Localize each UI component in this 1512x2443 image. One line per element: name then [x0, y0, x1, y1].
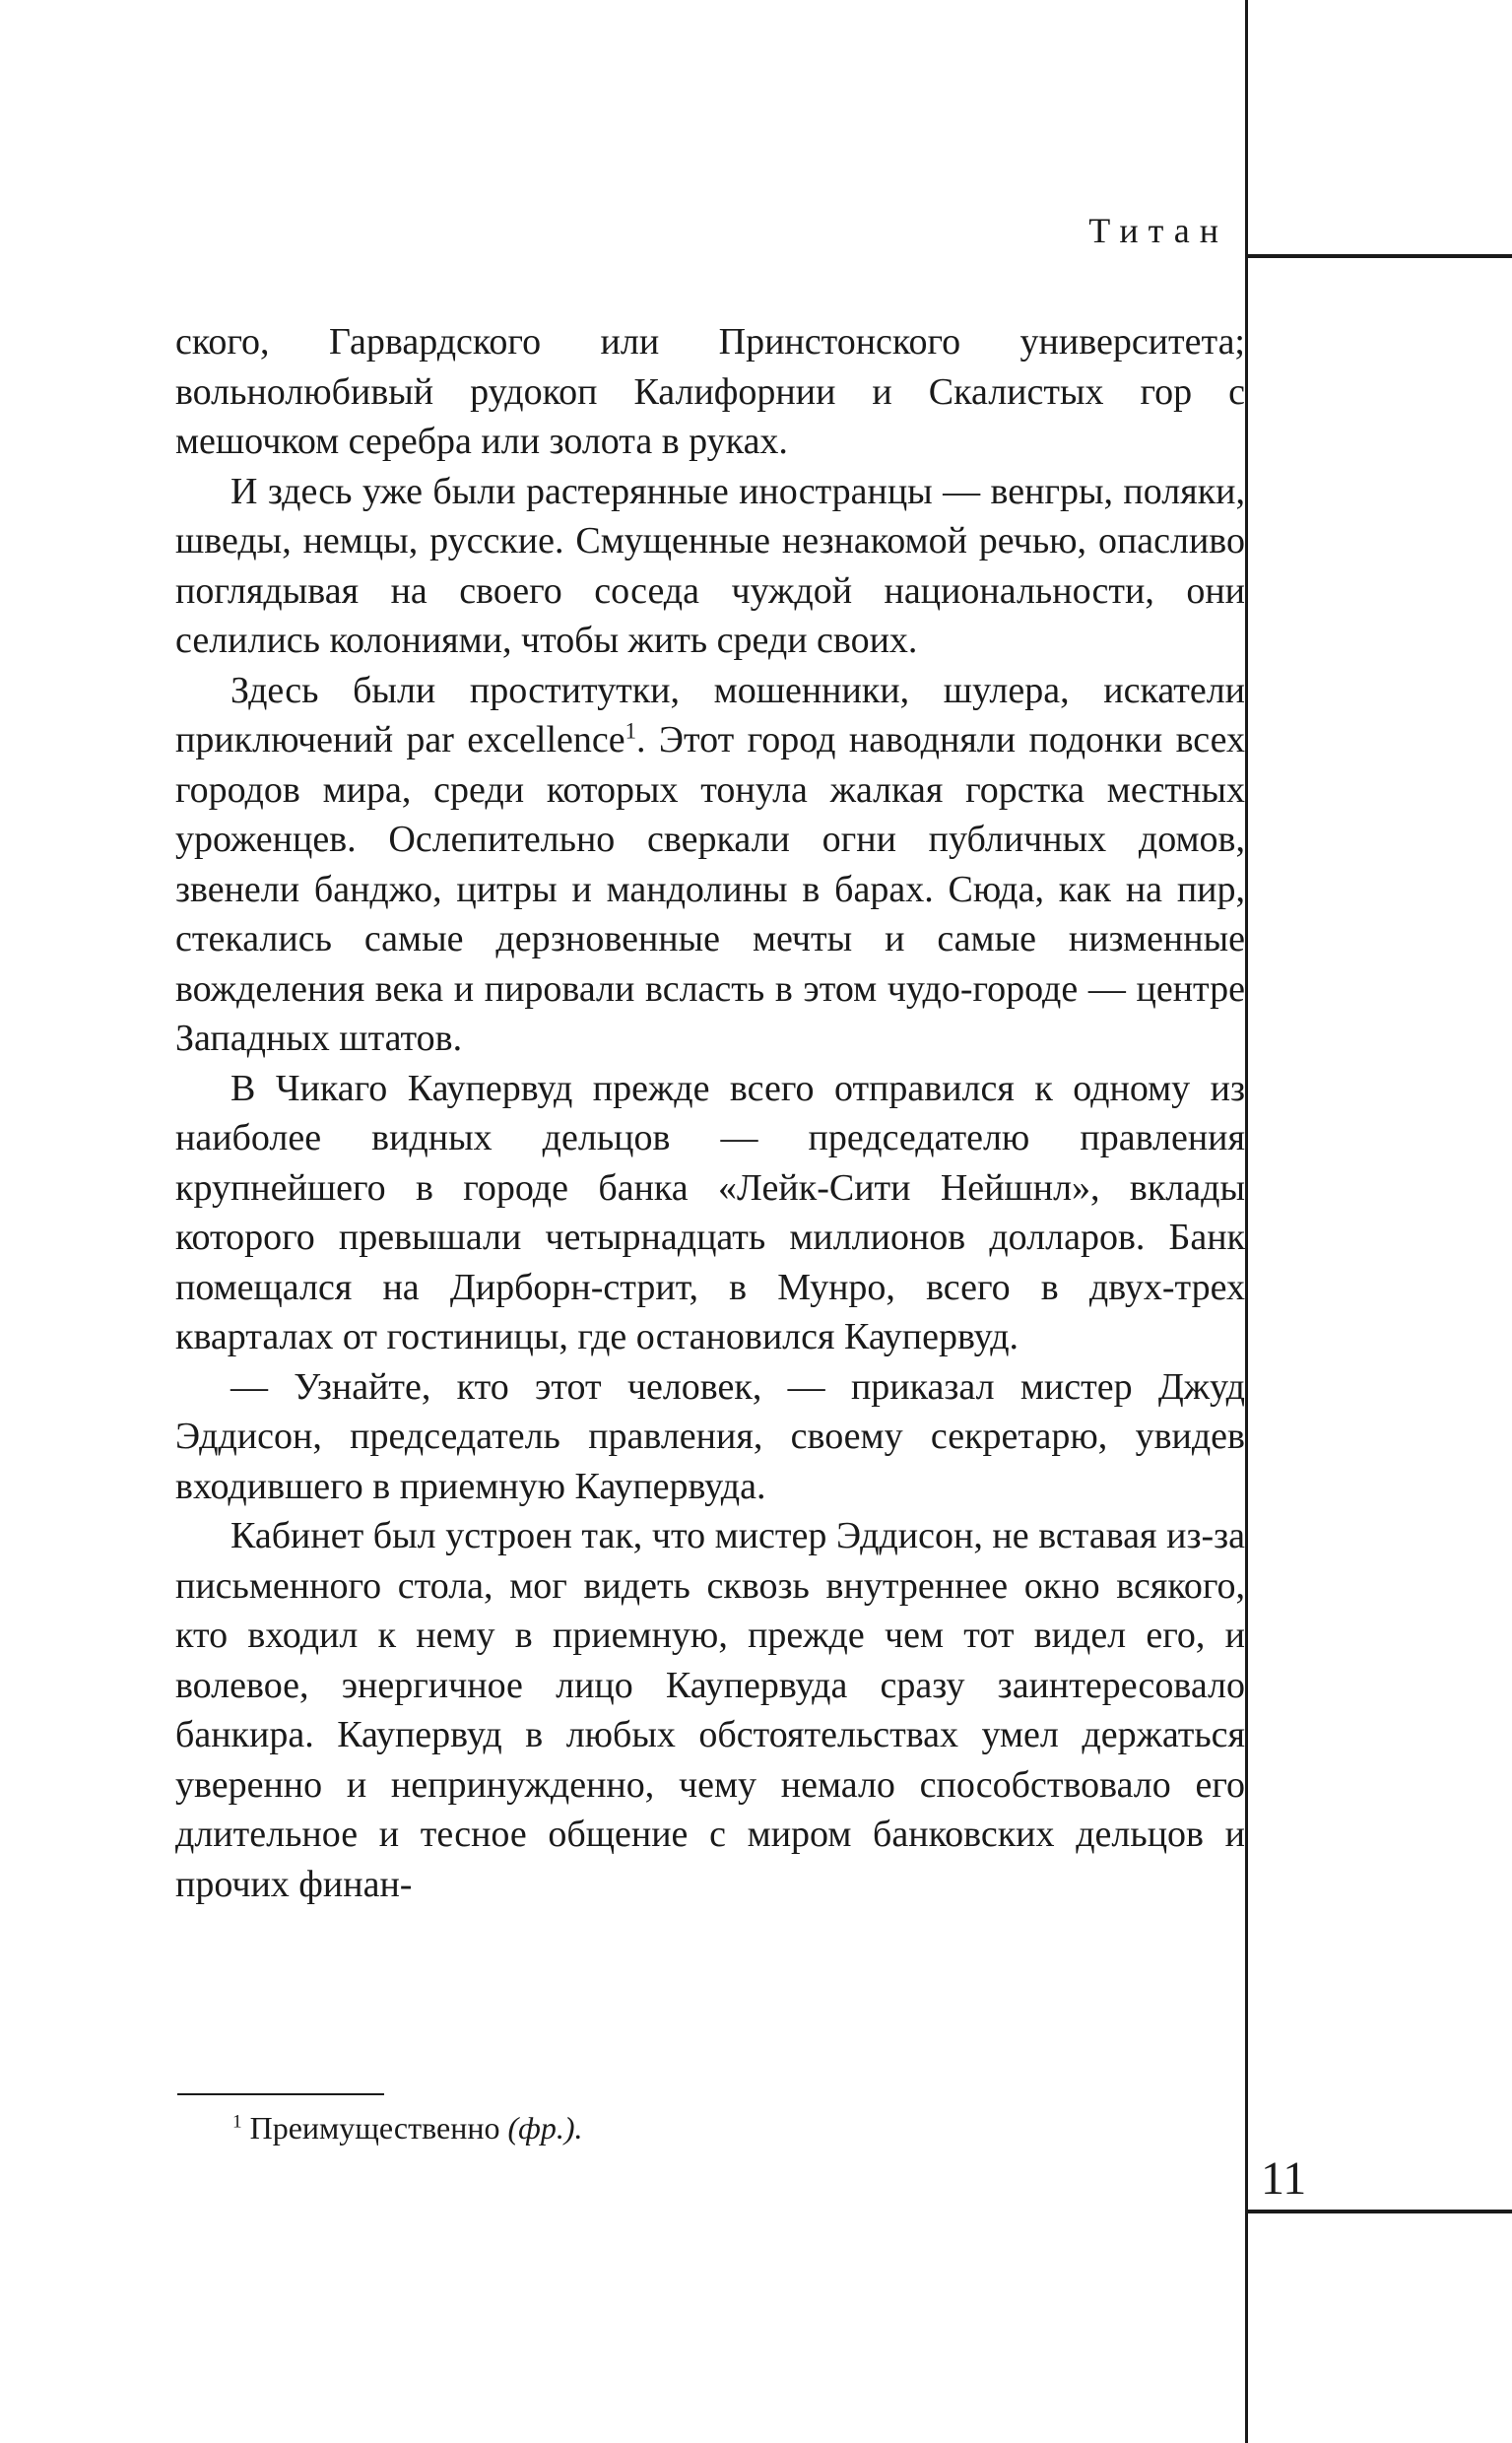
- paragraph-5: — Узнайте, кто этот человек, — приказал мистер Джуд Эддисон, председатель правления, своему секретарю, увидев входившего в приемную Каупервуда.: [175, 1365, 1245, 1507]
- footnote-text: Преимущественно: [249, 2110, 500, 2146]
- running-head: Титан: [1088, 211, 1228, 250]
- footnote-reference[interactable]: 1: [625, 718, 637, 744]
- header-rule: [1245, 254, 1512, 258]
- paragraph-2: И здесь уже были растерянные иностранцы — венгры, поляки, шведы, немцы, русские. Смущенные незнакомой речью, опасливо поглядывая на своего соседа чуждой национальности, они селились колониями, чтобы жить среди своих.: [175, 470, 1245, 661]
- body-text: [175, 317, 1245, 1909]
- footer-rule: [1245, 2210, 1512, 2213]
- footnote-mark: 1: [232, 2111, 242, 2133]
- paragraph-3-start: Здесь были проститутки, мошенники, шулера, искатели приключений par excellence: [175, 669, 1245, 760]
- paragraph-3-end: . Этот город наводняли подонки всех городов мира, среди которых тонула жалкая горстка местных уроженцев. Ослепительно сверкали огни публичных домов, звенели банджо, цитры и мандолины в барах. Сюда, как на пир, стекались самые дерзновенные мечты и самые низменные вожделения века и пировали всласть в этом чудо-городе — центре Западных штатов.: [175, 719, 1245, 1059]
- footnote-language-note: (фр.).: [507, 2110, 583, 2146]
- paragraph-3: [175, 666, 1245, 1064]
- paragraph-1: ского, Гарвардского или Принстонского университета; вольнолюбивый рудокоп Калифорнии и Скалистых гор с мешочком серебра или золота в руках.: [175, 321, 1245, 462]
- page-number: 11: [1261, 2152, 1307, 2205]
- paragraph-6: Кабинет был устроен так, что мистер Эддисон, не вставая из-за письменного стола, мог видеть сквозь внутреннее окно всякого, кто входил к нему в приемную, прежде чем тот видел его, и волевое, энергичное лицо Каупервуда сразу заинтересовало банкира. Каупервуд в любых обстоятельствах умел держаться уверенно и непринужденно, чему немало способствовало его длительное и тесное общение с миром банковских дельцов и прочих финан-: [175, 1515, 1245, 1905]
- paragraph-4: В Чикаго Каупервуд прежде всего отправился к одному из наиболее видных дельцов — председателю правления крупнейшего в городе банка «Лейк-Сити Нейшнл», вклады которого превышали четырнадцать миллионов долларов. Банк помещался на Дирборн-стрит, в Мунро, всего в двух-трех кварталах от гостиницы, где остановился Каупервуд.: [175, 1067, 1245, 1357]
- footnote-separator: [177, 2093, 384, 2095]
- footnote: [232, 2108, 583, 2147]
- margin-vertical-rule: [1245, 0, 1248, 2443]
